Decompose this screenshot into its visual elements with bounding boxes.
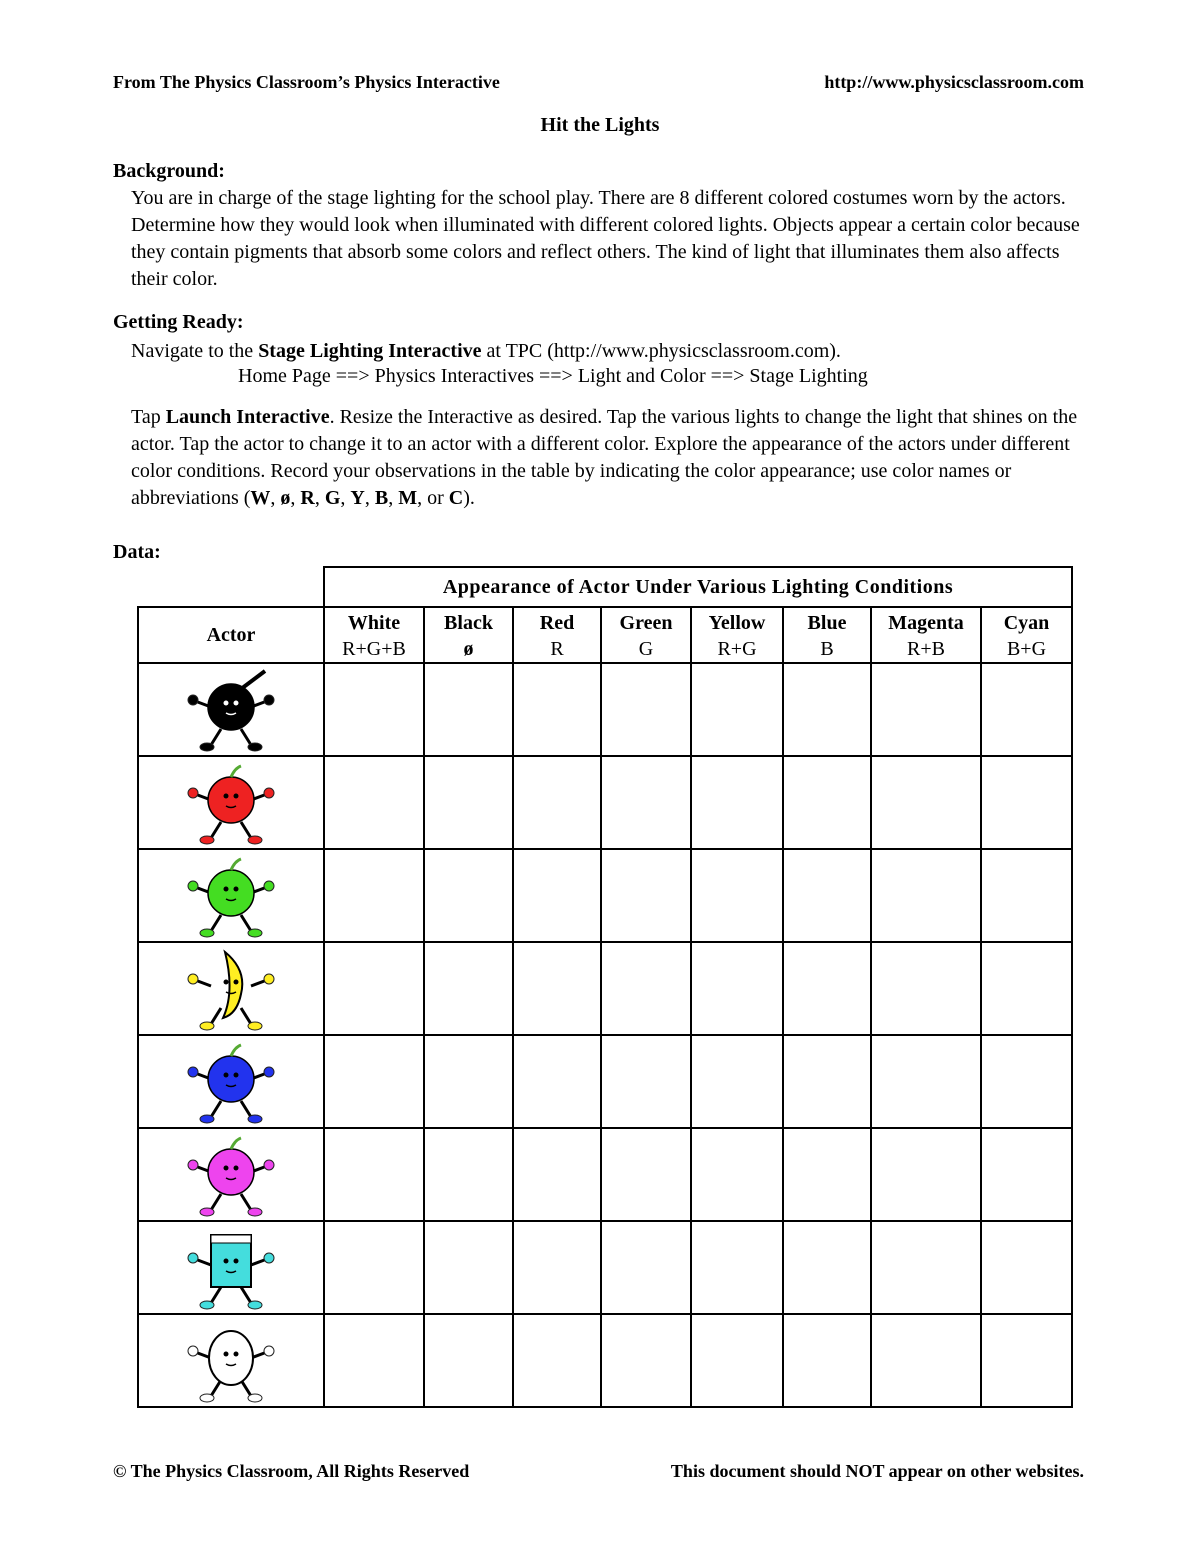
cyan-glass-actor-icon	[181, 1225, 281, 1311]
answer-cell[interactable]	[783, 1314, 871, 1407]
red-apple-actor-icon	[181, 760, 281, 846]
answer-cell[interactable]	[783, 663, 871, 756]
answer-cell[interactable]	[981, 1035, 1072, 1128]
col-magenta-name: Magenta	[888, 612, 964, 634]
col-blue-formula: B	[820, 638, 834, 660]
yellow-banana-actor-icon	[181, 946, 281, 1032]
table-row	[138, 849, 1072, 942]
abbr-y: Y	[350, 487, 365, 509]
table-row	[138, 1221, 1072, 1314]
answer-cell[interactable]	[424, 942, 513, 1035]
col-black-name: Black	[444, 612, 493, 634]
navigate-prefix: Navigate to the	[131, 340, 259, 362]
actor-cell	[138, 663, 324, 756]
answer-cell[interactable]	[324, 1128, 424, 1221]
answer-cell[interactable]	[324, 1221, 424, 1314]
actor-cell	[138, 1128, 324, 1221]
col-black	[424, 607, 513, 663]
background-heading: Background:	[113, 160, 225, 182]
answer-cell[interactable]	[324, 849, 424, 942]
answer-cell[interactable]	[601, 1128, 691, 1221]
actor-cell	[138, 1314, 324, 1407]
answer-cell[interactable]	[871, 663, 981, 756]
answer-cell[interactable]	[871, 849, 981, 942]
answer-cell[interactable]	[871, 942, 981, 1035]
col-white	[324, 607, 424, 663]
answer-cell[interactable]	[513, 1128, 601, 1221]
col-cyan-name: Cyan	[1003, 612, 1050, 634]
header-source: From The Physics Classroom’s Physics Interactive	[113, 72, 500, 92]
table-title: Appearance of Actor Under Various Lighting Conditions	[324, 567, 1072, 607]
col-green-formula: G	[638, 638, 654, 660]
answer-cell[interactable]	[981, 1314, 1072, 1407]
col-green-name: Green	[619, 612, 673, 634]
header-url: http://www.physicsclassroom.com	[824, 72, 1084, 92]
answer-cell[interactable]	[871, 1128, 981, 1221]
answer-cell[interactable]	[783, 942, 871, 1035]
col-magenta-formula: R+B	[907, 638, 945, 660]
answer-cell[interactable]	[324, 942, 424, 1035]
answer-cell[interactable]	[783, 1035, 871, 1128]
actor-cell	[138, 942, 324, 1035]
answer-cell[interactable]	[513, 942, 601, 1035]
answer-cell[interactable]	[424, 1128, 513, 1221]
answer-cell[interactable]	[424, 1035, 513, 1128]
answer-cell[interactable]	[601, 663, 691, 756]
answer-cell[interactable]	[981, 663, 1072, 756]
answer-cell[interactable]	[424, 663, 513, 756]
table-row	[138, 1035, 1072, 1128]
col-black-formula: ø	[463, 638, 474, 660]
table-row	[138, 1128, 1072, 1221]
col-green	[601, 607, 691, 663]
abbr-g: G	[324, 487, 341, 509]
green-pear-actor-icon	[181, 853, 281, 939]
answer-cell[interactable]	[513, 756, 601, 849]
navigate-suffix: at TPC (http://www.physicsclassroom.com).	[481, 340, 841, 362]
answer-cell[interactable]	[324, 663, 424, 756]
col-blue	[783, 607, 871, 663]
navigation-path: Home Page ==> Physics Interactives ==> Light and Color ==> Stage Lighting	[238, 365, 868, 387]
answer-cell[interactable]	[981, 942, 1072, 1035]
answer-cell[interactable]	[513, 1035, 601, 1128]
table-row	[138, 1314, 1072, 1407]
answer-cell[interactable]	[691, 756, 783, 849]
col-red-name: Red	[539, 612, 575, 634]
col-cyan-formula: B+G	[1006, 638, 1047, 660]
data-heading: Data:	[113, 541, 161, 563]
col-yellow-name: Yellow	[708, 612, 766, 634]
actor-cell	[138, 1035, 324, 1128]
answer-cell[interactable]	[691, 849, 783, 942]
tap-prefix: Tap	[131, 406, 166, 428]
answer-cell[interactable]	[513, 849, 601, 942]
answer-cell[interactable]	[981, 849, 1072, 942]
answer-cell[interactable]	[981, 1221, 1072, 1314]
footer-notice: This document should NOT appear on other websites.	[670, 1461, 1084, 1481]
table-row	[138, 663, 1072, 756]
answer-cell[interactable]	[783, 849, 871, 942]
col-red	[513, 607, 601, 663]
col-yellow-formula: R+G	[717, 638, 757, 660]
answer-cell[interactable]	[601, 756, 691, 849]
interactive-name: Stage Lighting Interactive	[258, 340, 482, 362]
abbr-or: or	[427, 487, 444, 509]
answer-cell[interactable]	[691, 663, 783, 756]
magenta-plum-actor-icon	[181, 1132, 281, 1218]
answer-cell[interactable]	[424, 849, 513, 942]
table-row	[138, 756, 1072, 849]
answer-cell[interactable]	[691, 1221, 783, 1314]
abbr-black: ø	[280, 487, 291, 509]
answer-cell[interactable]	[424, 1314, 513, 1407]
col-yellow	[691, 607, 783, 663]
answer-cell[interactable]	[513, 663, 601, 756]
actor-cell	[138, 849, 324, 942]
observation-table	[137, 566, 1073, 1408]
answer-cell[interactable]	[513, 1314, 601, 1407]
white-egg-actor-icon	[181, 1318, 281, 1404]
actor-cell	[138, 1221, 324, 1314]
answer-cell[interactable]	[601, 1314, 691, 1407]
col-cyan	[981, 607, 1072, 663]
answer-cell[interactable]	[783, 1221, 871, 1314]
abbr-c: C	[448, 487, 464, 509]
answer-cell[interactable]	[691, 1314, 783, 1407]
answer-cell[interactable]	[871, 1314, 981, 1407]
answer-cell[interactable]	[601, 942, 691, 1035]
abbr-b: B	[374, 487, 389, 509]
abbr-m: M	[398, 487, 418, 509]
launch-interactive-label: Launch Interactive	[165, 406, 330, 428]
answer-cell[interactable]	[324, 756, 424, 849]
col-blue-name: Blue	[807, 612, 847, 634]
answer-cell[interactable]	[691, 942, 783, 1035]
footer-copyright: © The Physics Classroom, All Rights Reserved	[113, 1461, 470, 1481]
tap-text: . Resize the Interactive as desired. Tap the various lights to change the light that shines on the actor. Tap the actor to change it to an actor with a different color. Explore the appearance of the actors under different color conditions. Record your observations in the table by indicating the color appearance; use color names or abbreviations (	[131, 406, 1078, 509]
black-ball-actor-icon	[181, 667, 281, 753]
abbr-r: R	[300, 487, 315, 509]
tap-instruction: Tap Launch Interactive. Resize the Interactive as desired. Tap the various lights to change the light that shines on the actor. Tap the actor to change it to an actor with a different color. Explore the appearance of the actors under different color conditions. Record your observations in the table by indicating the color appearance; use color names or abbreviations (W, ø, R, G, Y, B, M, or C).	[131, 406, 1078, 509]
tap-end: ).	[463, 487, 475, 509]
actor-header: Actor	[138, 607, 324, 663]
table-row	[138, 942, 1072, 1035]
answer-cell[interactable]	[871, 1035, 981, 1128]
answer-cell[interactable]	[871, 1221, 981, 1314]
answer-cell[interactable]	[424, 756, 513, 849]
blue-berry-actor-icon	[181, 1039, 281, 1125]
actor-cell	[138, 756, 324, 849]
answer-cell[interactable]	[691, 1035, 783, 1128]
col-white-formula: R+G+B	[342, 638, 406, 660]
answer-cell[interactable]	[871, 756, 981, 849]
answer-cell[interactable]	[981, 756, 1072, 849]
answer-cell[interactable]	[601, 849, 691, 942]
table-corner	[138, 567, 324, 607]
abbr-w: W	[250, 487, 271, 509]
answer-cell[interactable]	[783, 756, 871, 849]
answer-cell[interactable]	[324, 1035, 424, 1128]
answer-cell[interactable]	[513, 1221, 601, 1314]
background-text: You are in charge of the stage lighting for the school play. There are 8 different colored costumes worn by the actors. Determine how they would look when illuminated with different colored lights. Objects appear a certain color because they contain pigments that absorb some colors and reflect others. The kind of light that illuminates them also affects their color.	[131, 187, 1080, 290]
col-magenta	[871, 607, 981, 663]
answer-cell[interactable]	[424, 1221, 513, 1314]
col-red-formula: R	[550, 638, 564, 660]
page-title: Hit the Lights	[540, 114, 660, 136]
answer-cell[interactable]	[601, 1035, 691, 1128]
answer-cell[interactable]	[691, 1128, 783, 1221]
getting-ready-heading: Getting Ready:	[113, 311, 244, 333]
col-white-name: White	[347, 612, 401, 634]
answer-cell[interactable]	[783, 1128, 871, 1221]
answer-cell[interactable]	[601, 1221, 691, 1314]
answer-cell[interactable]	[981, 1128, 1072, 1221]
answer-cell[interactable]	[324, 1314, 424, 1407]
navigate-instruction	[131, 338, 1091, 365]
